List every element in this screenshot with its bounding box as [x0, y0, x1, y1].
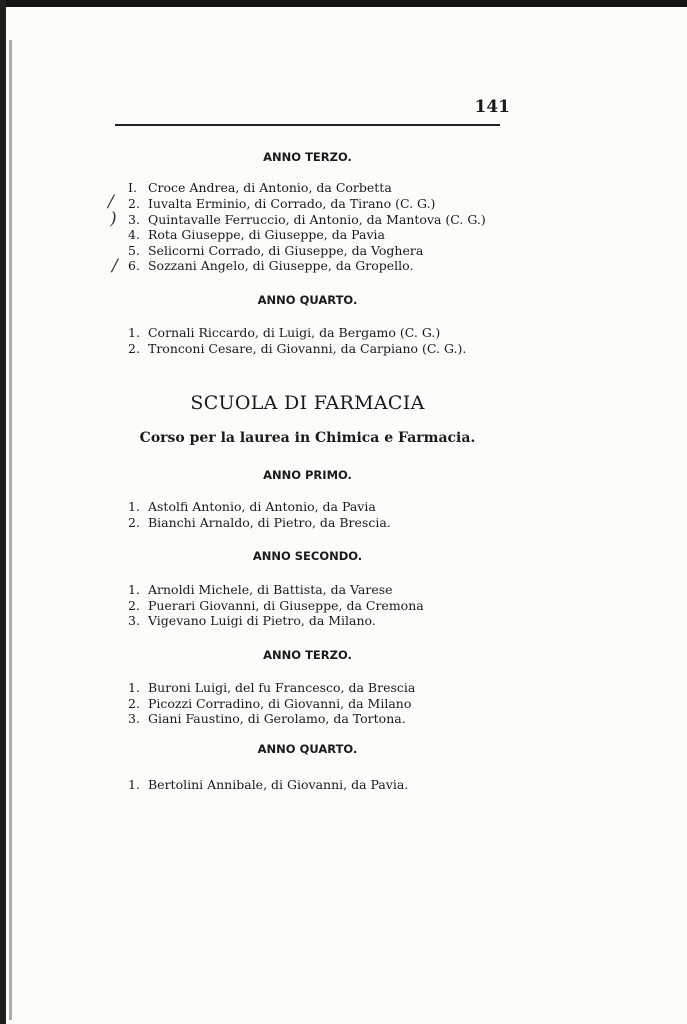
list-item	[128, 180, 392, 195]
list-item	[128, 777, 408, 792]
entry-text: Croce Andrea, di Antonio, da Corbetta	[147, 180, 392, 195]
entry-text: Vigevano Luigi di Pietro, da Milano.	[147, 613, 376, 628]
entry-number: 2.	[128, 341, 140, 356]
list-item	[128, 598, 424, 613]
entry-text: Sozzani Angelo, di Giuseppe, da Gropello.	[147, 258, 414, 273]
list-item	[128, 680, 415, 695]
header-rule	[115, 124, 500, 126]
school-title: SCUOLA DI FARMACIA	[190, 392, 425, 414]
section-heading: ANNO TERZO.	[263, 648, 352, 662]
entry-text: Buroni Luigi, del fu Francesco, da Brescia	[147, 680, 416, 695]
entry-number: 1.	[128, 325, 140, 340]
entry-text: Picozzi Corradino, di Giovanni, da Milano	[147, 696, 412, 711]
entry-text: Rota Giuseppe, di Giuseppe, da Pavia	[147, 227, 385, 242]
entry-number: 5.	[128, 243, 140, 258]
list-item	[128, 227, 385, 242]
page-binding-edge	[0, 0, 6, 1024]
entry-number: 3.	[128, 212, 140, 227]
list-item	[128, 212, 486, 227]
entry-number: 6.	[128, 258, 140, 273]
list-item	[128, 515, 391, 530]
entry-number: 2.	[128, 696, 140, 711]
entry-number: 2.	[128, 196, 140, 211]
list-item	[128, 243, 423, 258]
margin-mark: /	[108, 192, 114, 212]
entry-number: 3.	[128, 711, 140, 726]
entry-text: Quintavalle Ferruccio, di Antonio, da Mantova (C. G.)	[147, 212, 486, 227]
entry-number: 1.	[128, 582, 140, 597]
entry-text: Cornali Riccardo, di Luigi, da Bergamo (C. G.)	[147, 325, 441, 340]
section-heading: ANNO SECONDO.	[252, 549, 363, 563]
list-item	[128, 696, 411, 711]
list-item	[128, 341, 466, 356]
entry-number: 2.	[128, 598, 140, 613]
entry-number: 1.	[128, 680, 140, 695]
entry-number: 1.	[128, 777, 140, 792]
section-heading: ANNO PRIMO.	[263, 468, 352, 482]
entry-text: Giani Faustino, di Gerolamo, da Tortona.	[147, 711, 406, 726]
entry-text: Arnoldi Michele, di Battista, da Varese	[147, 582, 393, 597]
entry-text: Astolfi Antonio, di Antonio, da Pavia	[147, 499, 376, 514]
section-heading: ANNO TERZO.	[263, 150, 352, 164]
page-number: 141	[474, 97, 510, 117]
page-top-edge	[0, 0, 687, 7]
section-heading: ANNO QUARTO.	[257, 293, 358, 307]
entry-text: Tronconi Cesare, di Giovanni, da Carpiano (C. G.).	[147, 341, 467, 356]
list-item	[128, 711, 406, 726]
list-item	[128, 325, 440, 340]
course-title: Corso per la laurea in Chimica e Farmacia.	[139, 430, 476, 446]
entry-text: Selicorni Corrado, di Giuseppe, da Voghera	[147, 243, 424, 258]
list-item	[128, 196, 435, 211]
entry-number: 4.	[128, 227, 140, 242]
entry-text: Bertolini Annibale, di Giovanni, da Pavia.	[147, 777, 409, 792]
entry-number: 2.	[128, 515, 140, 530]
entry-text: Bianchi Arnaldo, di Pietro, da Brescia.	[147, 515, 391, 530]
entry-number: 1.	[128, 499, 140, 514]
list-item	[128, 499, 376, 514]
list-item	[128, 613, 376, 628]
entry-text: Puerari Giovanni, di Giuseppe, da Cremona	[147, 598, 424, 613]
list-item	[128, 582, 393, 597]
page-binding-shadow	[9, 40, 12, 1020]
section-heading: ANNO QUARTO.	[257, 742, 358, 756]
margin-mark: /	[112, 256, 118, 276]
list-item	[128, 258, 413, 273]
entry-number: 3.	[128, 613, 140, 628]
entry-number: I.	[128, 180, 137, 195]
entry-text: Iuvalta Erminio, di Corrado, da Tirano (C. G.)	[147, 196, 436, 211]
margin-mark: )	[110, 209, 117, 229]
